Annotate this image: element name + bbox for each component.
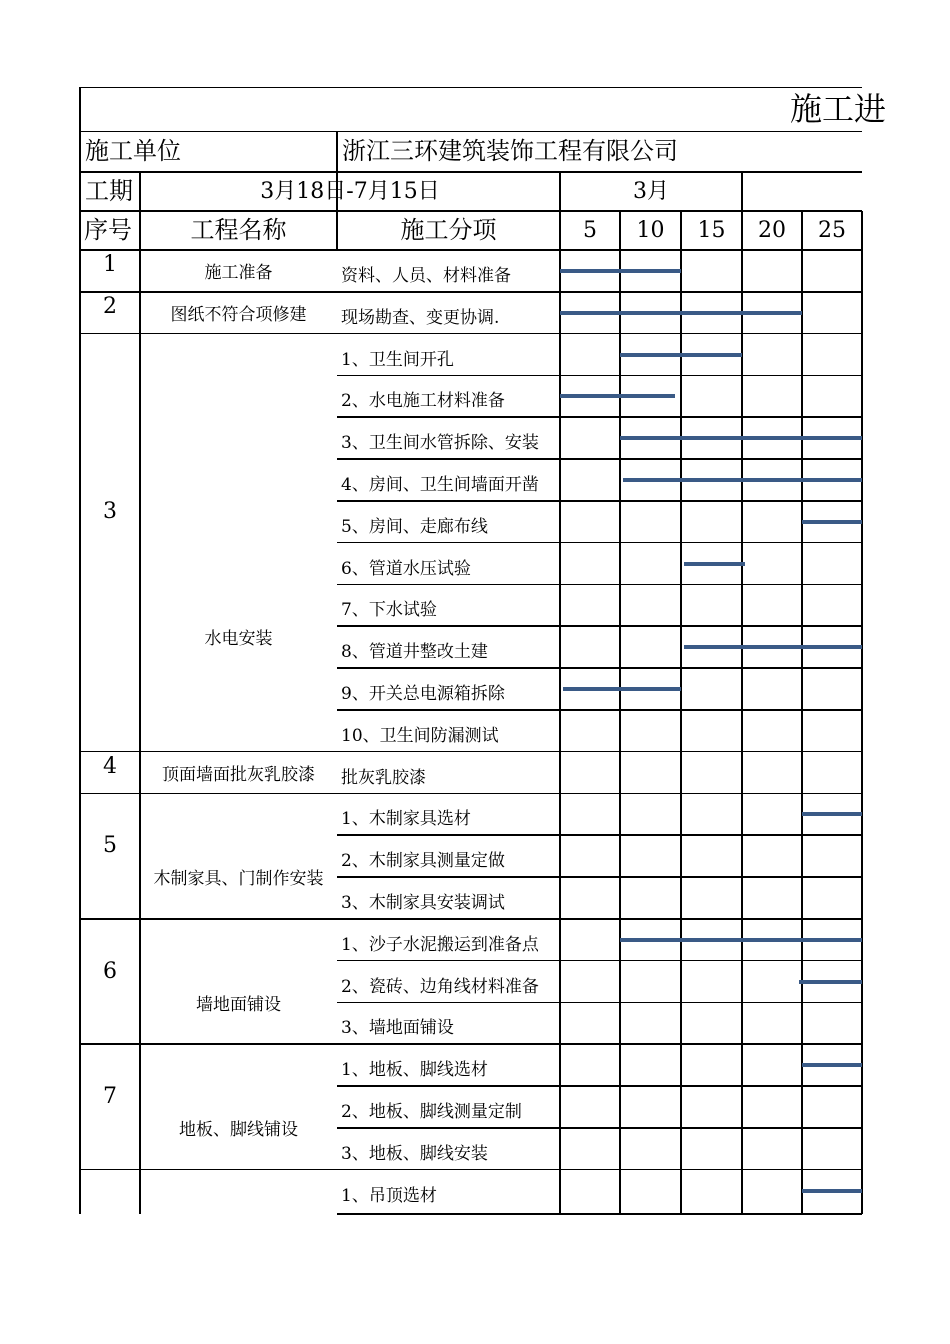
h-line xyxy=(80,249,862,251)
gantt-bar xyxy=(684,645,862,649)
group-5-no: 5 xyxy=(103,833,117,859)
v-line xyxy=(741,211,743,1214)
header-item: 施工分项 xyxy=(400,216,497,244)
header-name: 工程名称 xyxy=(190,216,287,244)
header-day-5: 5 xyxy=(583,218,597,243)
h-line xyxy=(80,751,862,753)
task-item: 2、木制家具测量定做 xyxy=(341,851,505,872)
header-day-15: 15 xyxy=(697,218,726,243)
gantt-bar xyxy=(620,938,862,942)
group-3-no: 3 xyxy=(103,498,117,524)
header-day-20: 20 xyxy=(758,218,786,243)
group-2-name: 图纸不符合项修建 xyxy=(170,304,307,325)
h-line xyxy=(337,458,862,460)
h-line xyxy=(337,667,862,669)
task-item: 6、管道水压试验 xyxy=(341,558,471,579)
task-item: 资料、人员、材料准备 xyxy=(341,266,511,286)
task-item: 1、卫生间开孔 xyxy=(341,349,454,370)
header-day-10: 10 xyxy=(636,218,665,243)
gantt-bar xyxy=(802,812,862,816)
h-line xyxy=(337,709,862,711)
page-title: 施工进 xyxy=(790,90,887,128)
gantt-bar xyxy=(560,394,675,398)
group-8-no xyxy=(80,1170,140,1200)
h-line xyxy=(337,1127,862,1129)
h-line xyxy=(337,375,862,377)
task-item: 8、管道井整改土建 xyxy=(341,642,488,663)
h-line xyxy=(80,291,862,293)
task-item: 2、水电施工材料准备 xyxy=(341,391,505,412)
group-8-name xyxy=(140,1183,337,1204)
header-no: 序号 xyxy=(84,216,132,244)
group-1-name: 施工准备 xyxy=(204,262,273,283)
group-4-name: 顶面墙面批灰乳胶漆 xyxy=(162,764,315,785)
h-line xyxy=(337,960,862,962)
gantt-bar xyxy=(620,353,742,357)
h-line xyxy=(80,1169,862,1171)
gantt-bar xyxy=(802,520,862,524)
period-label: 工期 xyxy=(85,177,133,205)
v-line xyxy=(741,172,743,211)
gantt-bar xyxy=(563,687,681,691)
group-2-no: 2 xyxy=(103,293,117,319)
h-line xyxy=(80,87,862,88)
h-line xyxy=(337,834,862,836)
gantt-bar xyxy=(799,980,862,984)
task-item: 9、开关总电源箱拆除 xyxy=(341,684,505,704)
task-item: 3、木制家具安装调试 xyxy=(341,893,505,913)
task-item: 1、木制家具选材 xyxy=(341,809,471,830)
task-item: 3、墙地面铺设 xyxy=(341,1018,454,1039)
group-3-name: 水电安装 xyxy=(204,628,273,649)
gantt-bar xyxy=(620,436,862,440)
h-line xyxy=(337,542,862,544)
v-line xyxy=(680,211,682,1214)
task-item: 3、卫生间水管拆除、安装 xyxy=(341,433,539,454)
gantt-bar xyxy=(802,1063,862,1067)
group-5-name: 木制家具、门制作安装 xyxy=(153,869,324,890)
period-value: 3月18日-7月15日 xyxy=(260,179,440,204)
v-line xyxy=(619,211,621,1214)
task-item: 10、卫生间防漏测试 xyxy=(341,725,499,746)
task-item: 7、下水试验 xyxy=(341,600,437,621)
group-7-no: 7 xyxy=(103,1084,117,1110)
h-line xyxy=(80,918,862,920)
h-line xyxy=(337,1002,862,1004)
h-line xyxy=(80,793,862,795)
group-6-name: 墙地面铺设 xyxy=(196,994,281,1015)
gantt-bar xyxy=(623,478,862,482)
task-item: 2、地板、脚线测量定制 xyxy=(341,1102,522,1122)
task-item: 批灰乳胶漆 xyxy=(341,767,426,788)
h-line xyxy=(337,876,862,878)
gantt-bar xyxy=(560,269,681,273)
group-1-no: 1 xyxy=(103,252,117,277)
group-7-name: 地板、脚线铺设 xyxy=(179,1119,298,1140)
h-line xyxy=(80,1043,862,1045)
company-value: 浙江三环建筑装饰工程有限公司 xyxy=(342,137,678,165)
task-item: 3、地板、脚线安装 xyxy=(341,1143,488,1164)
h-line xyxy=(337,1085,862,1087)
task-item: 4、房间、卫生间墙面开凿 xyxy=(341,475,539,495)
task-item: 2、瓷砖、边角线材料准备 xyxy=(341,976,539,997)
h-line xyxy=(337,625,862,627)
gantt-bar xyxy=(802,1189,862,1193)
h-line xyxy=(80,333,862,335)
group-6-no: 6 xyxy=(103,958,117,984)
group-4-no: 4 xyxy=(103,753,117,779)
h-line xyxy=(337,500,862,502)
h-line xyxy=(337,584,862,586)
h-line xyxy=(337,416,862,418)
month-label: 3月 xyxy=(633,179,669,204)
task-item: 1、吊顶选材 xyxy=(341,1185,437,1206)
task-item: 1、地板、脚线选材 xyxy=(341,1060,488,1081)
company-label: 施工单位 xyxy=(85,137,181,165)
header-day-25: 25 xyxy=(818,218,846,243)
task-item: 5、房间、走廊布线 xyxy=(341,516,488,537)
gantt-bar xyxy=(560,311,802,315)
gantt-bar xyxy=(684,562,745,566)
task-item: 1、沙子水泥搬运到准备点 xyxy=(341,934,539,955)
h-line xyxy=(337,1213,862,1215)
task-item: 现场勘查、变更协调. xyxy=(341,307,500,328)
